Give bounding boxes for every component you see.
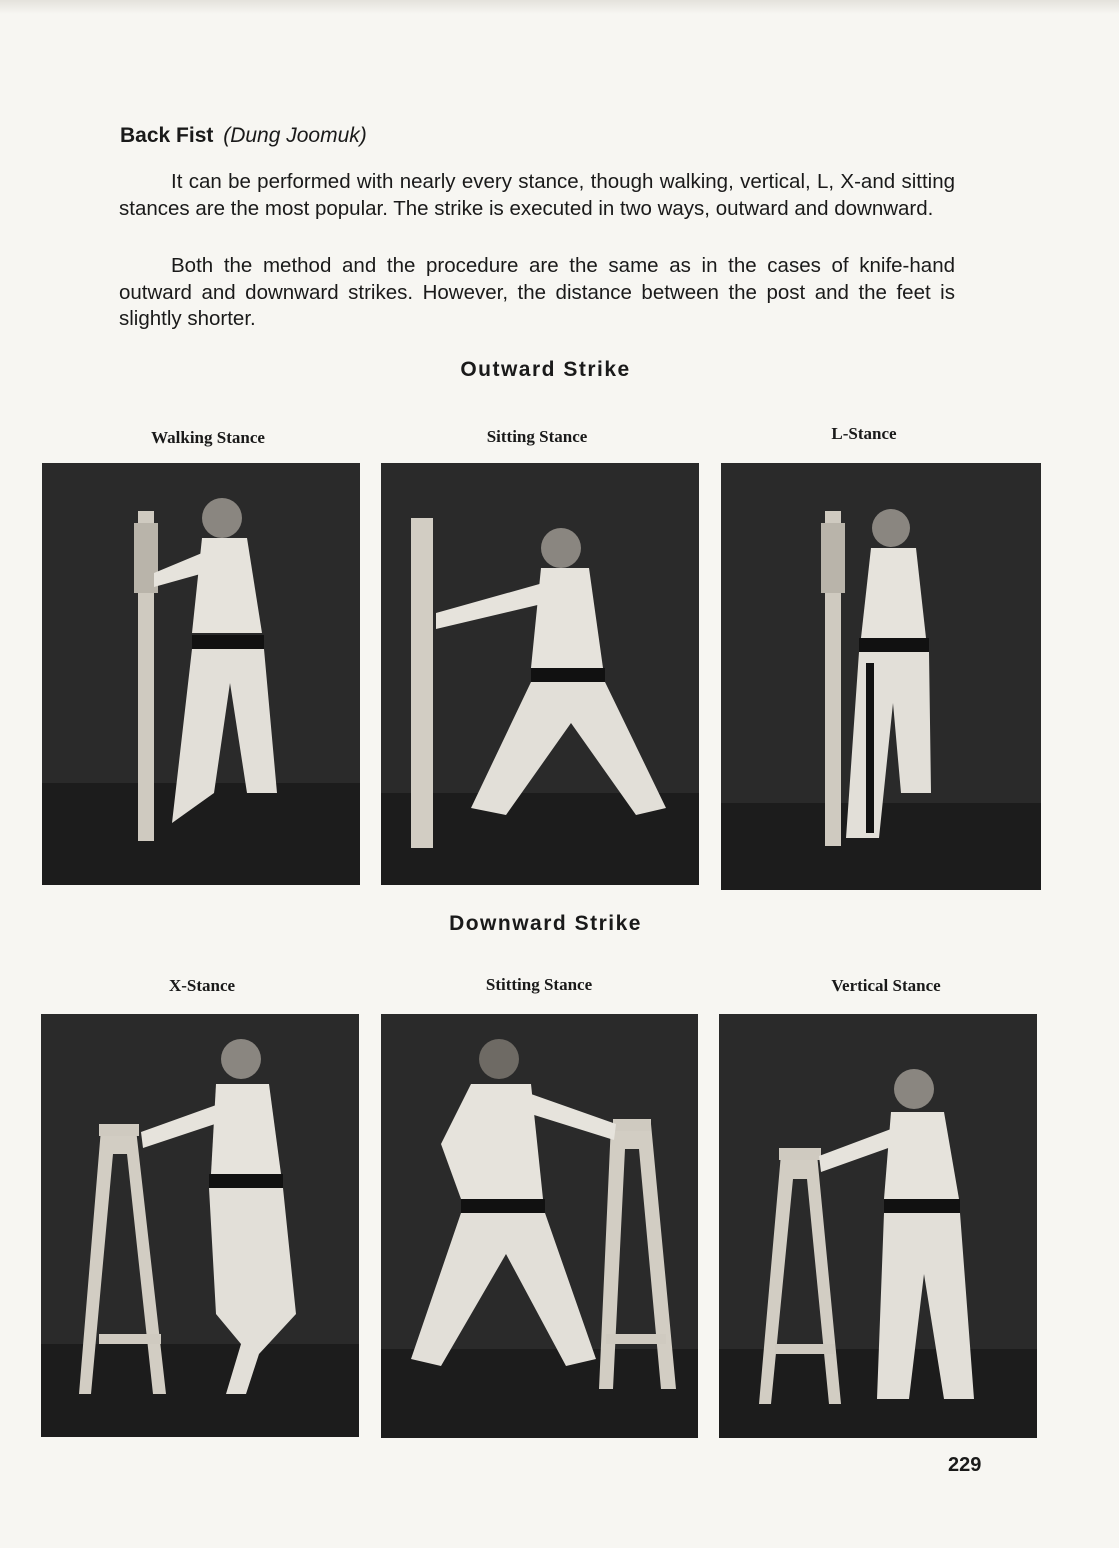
downward-strike-title: Downward Strike — [449, 912, 642, 935]
photo-walking-stance — [42, 463, 360, 885]
paragraph-1: It can be performed with nearly every stance, though walking, vertical, L, X-and sitting stances are the most popular. The strike is executed in two ways, outward and downward. — [119, 170, 955, 220]
caption-stitting-stance: Stitting Stance — [485, 975, 593, 994]
paragraph-2: Both the method and the procedure are the same as in the cases of knife-hand outward and downward strikes. However, the distance between the post and the feet is slightly shorter. — [119, 254, 955, 330]
section-heading — [120, 124, 367, 148]
caption-l-stance: L-Stance — [831, 424, 897, 443]
caption-vertical-stance: Vertical Stance — [831, 976, 941, 995]
heading-title: Back Fist — [120, 124, 214, 147]
caption-sitting-stance: Sitting Stance — [486, 427, 588, 446]
photo-vertical-stance — [719, 1014, 1037, 1438]
photo-stitting-stance — [381, 1014, 698, 1438]
photo-l-stance — [721, 463, 1041, 890]
heading-subtitle: (Dung Joomuk) — [223, 124, 367, 147]
scan-top-edge — [0, 0, 1119, 14]
photo-x-stance — [41, 1014, 359, 1437]
caption-x-stance: X-Stance — [168, 976, 236, 995]
page-number: 229 — [948, 1454, 982, 1476]
outward-strike-title: Outward Strike — [460, 358, 631, 381]
photo-sitting-stance — [381, 463, 699, 885]
caption-walking-stance: Walking Stance — [151, 428, 265, 447]
